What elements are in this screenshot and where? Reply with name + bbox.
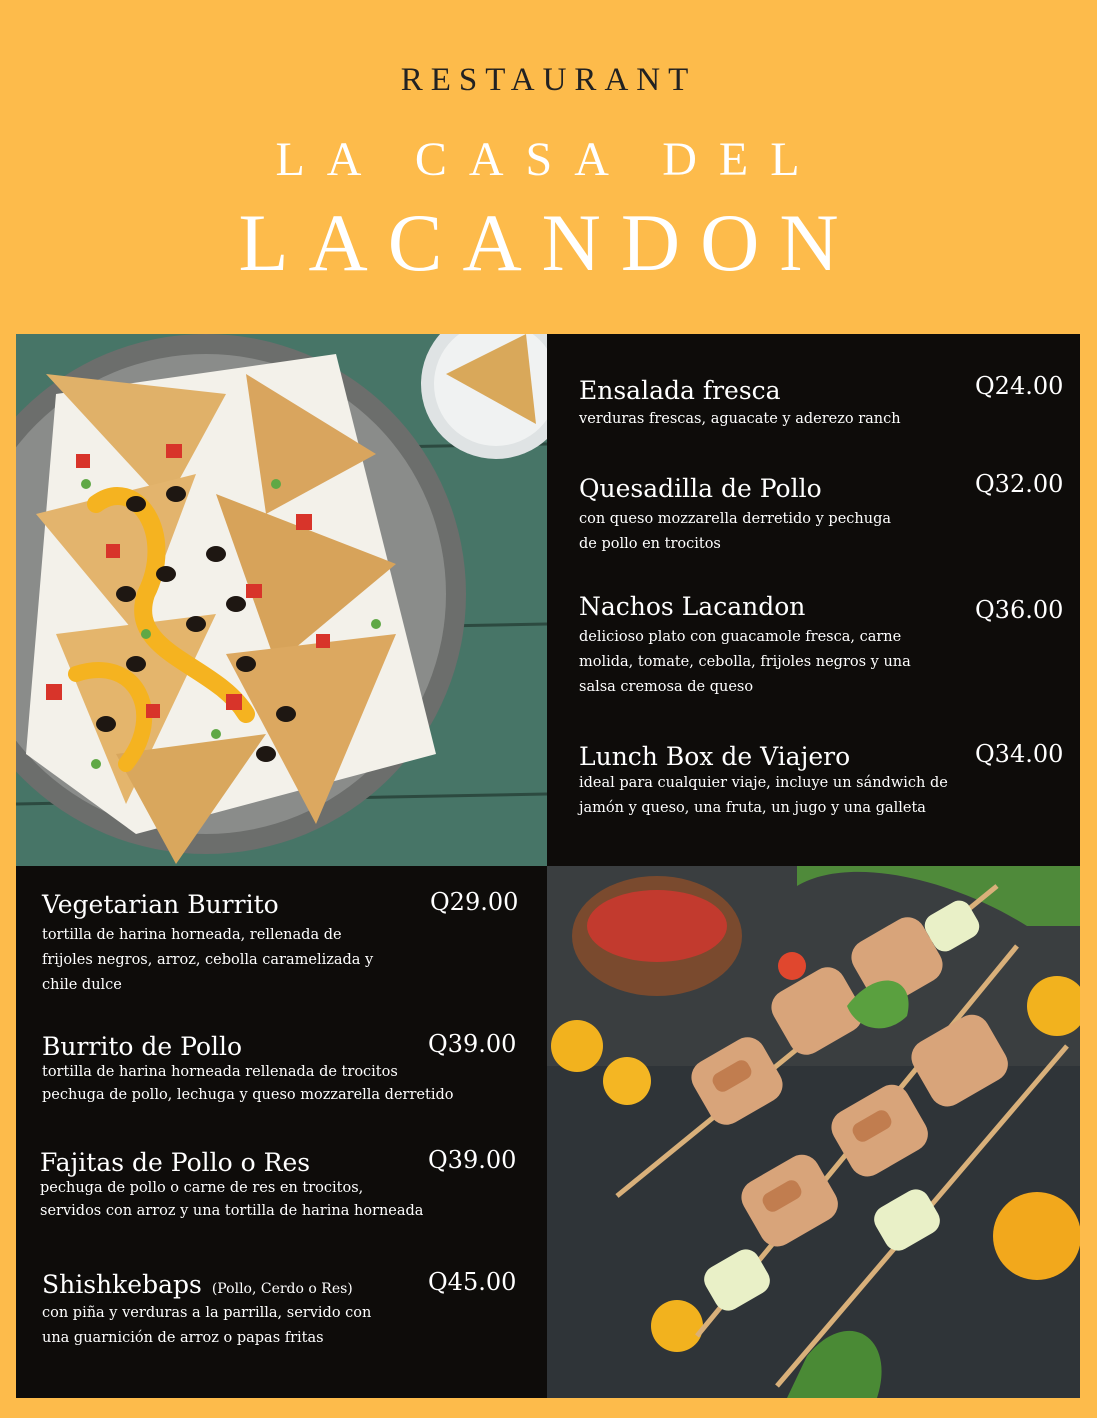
menu-item-name: Lunch Box de Viajero (579, 742, 851, 771)
menu-item (42, 890, 373, 998)
menu-item (579, 376, 901, 432)
menu-item-desc: con queso mozzarella derretido y pechuga de pollo en trocitos (579, 511, 892, 552)
menu-item-price: Q39.00 (428, 1030, 517, 1058)
menu-item-desc: con piña y verduras a la parrilla, servido con una guarnición de arroz o papas fritas (42, 1305, 372, 1346)
menu-item-name: Burrito de Pollo (42, 1032, 243, 1061)
restaurant-name-line1: LA CASA DEL (275, 133, 822, 186)
menu-item-name (42, 1270, 371, 1299)
menu-item-desc: delicioso plato con guacamole fresca, carne molida, tomate, cebolla, frijoles negros y una salsa cremosa de queso (579, 629, 911, 695)
menu-panel-right (547, 334, 1080, 866)
menu-item-desc: pechuga de pollo o carne de res en trocitos, servidos con arroz y una tortilla de harina horneada (40, 1180, 424, 1219)
kebab-photo (547, 866, 1080, 1398)
menu-item-desc: ideal para cualquier viaje, incluye un sándwich de jamón y queso, una fruta, un jugo y una galleta (579, 775, 948, 816)
menu-panel-left (16, 866, 547, 1398)
menu-item (42, 1270, 371, 1351)
menu-item-name: Ensalada fresca (579, 376, 781, 405)
restaurant-label: RESTAURANT (400, 62, 697, 98)
menu-item-name: Quesadilla de Pollo (579, 474, 822, 503)
menu-item (579, 474, 891, 557)
menu-item-price: Q39.00 (428, 1146, 517, 1174)
menu-item-name: Nachos Lacandon (579, 592, 806, 621)
menu-item-name: Fajitas de Pollo o Res (40, 1148, 311, 1177)
nachos-photo (16, 334, 547, 866)
menu-item-price: Q24.00 (975, 372, 1064, 400)
menu-item-price: Q36.00 (975, 596, 1064, 624)
menu-item (42, 1032, 453, 1107)
menu-item-note: (Pollo, Cerdo o Res) (211, 1281, 353, 1297)
menu-item (40, 1148, 423, 1223)
menu-item-desc: tortilla de harina horneada, rellenada de frijoles negros, arroz, cebolla caramelizada y chile dulce (42, 927, 374, 993)
menu-item-price: Q34.00 (975, 740, 1064, 768)
menu-item-name-text: Shishkebaps (42, 1270, 202, 1299)
restaurant-name-line2: LACANDON (238, 197, 859, 288)
menu-item-name: Vegetarian Burrito (42, 890, 279, 919)
menu-item-price: Q29.00 (430, 888, 519, 916)
menu-item-desc: verduras frescas, aguacate y aderezo ranch (579, 411, 901, 427)
menu-item-price: Q32.00 (975, 470, 1064, 498)
menu-item (579, 592, 911, 700)
menu-item-desc: tortilla de harina horneada rellenada de trocitos pechuga de pollo, lechuga y queso mozzarella derretido (42, 1064, 454, 1103)
menu-item (579, 742, 948, 821)
menu-item-price: Q45.00 (428, 1268, 517, 1296)
